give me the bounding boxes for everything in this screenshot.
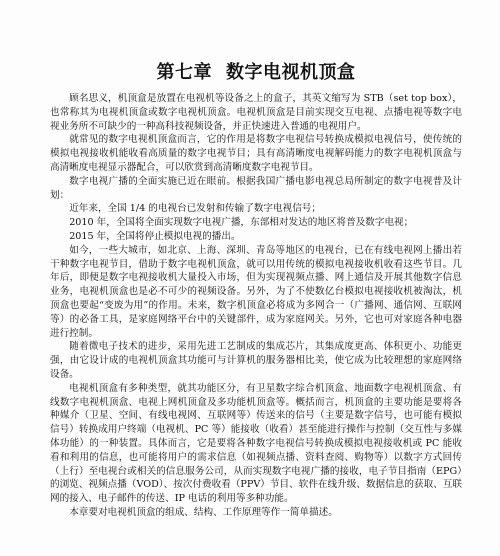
body-paragraph: 就常见的数字电视机顶盒而言，它的作用是将数字电视信号转换成模拟电视信号，使传统的模拟电视接收机能收看高质量的数字电视节目；具有高清晰度电视解码能力的数字电视机顶盒与高清晰度电视显示器配合，可以欣赏到高清晰度数字电视节目。 — [50, 134, 462, 173]
body-paragraph: 随着微电子技术的进步，采用先进工艺制成的集成芯片，其集成度更高、体积更小、功能更强，由它设计成的电视机顶盒其功能可与计算机的服务器相比美，使它成为比较理想的家庭网络设备。 — [50, 341, 462, 380]
body-paragraph: 本章要对电视机顶盒的组成、结构、工作原理等作一简单描述。 — [69, 506, 338, 518]
body-paragraph: 如今，一些大城市，如北京、上海、深圳、青岛等地区的电视台，已在有线电视网上播出若干种数字电视节目，借助于数字电视机顶盒，就可以用传统的模拟电视接收机收看这些节目。几年后，即便是数字电视接收机大量投入市场，但为实现视频点播、网上通信及开展其他数字信息业务，电视机顶盒也是必不可少的视频设备。另外，为了不使数亿台模拟电视接收机被淘汰，机顶盒也要起“变废为用”的作用。未来，数字机顶盒必将成为多网合一（广播网、通信网、互联网等）的必备工具，是家庭网络平台中的关键部件，成为家庭网关。另外，它也可对家庭各种电器进行控制。 — [50, 244, 462, 339]
chapter-heading — [50, 62, 462, 84]
body-paragraph: 近年来，全国 1/4 的电视台已发射和传输了数字电视信号； — [69, 203, 321, 215]
body-paragraph: 2010 年，全国将全面实现数字电视广播，东部相对发达的地区将普及数字电视； — [69, 217, 414, 229]
body-paragraph: 2015 年，全国将停止模拟电视的播出。 — [69, 230, 241, 242]
body-paragraph: 电视机顶盒有多种类型，就其功能区分，有卫星数字综合机顶盒、地面数字电视机顶盒、有线数字电视机顶盒、电视上网机顶盒及多功能机顶盒等。概括而言，机顶盒的主要功能是要将各种媒介（卫星、空间、有线电视网、互联网等）传送来的信号（主要是数字信号，也可能有模拟信号）转换成用户终端（电视机、PC 等）能接收（收看）甚至能进行操作与控制（交互性与多媒体功能）的一种装置。具体而言，它是要将各种数字电视信号转换成模拟电视接收机或 PC 能收看和利用的信息，也可能将用户的需求信息（如视频点播、资料查阅、购物等）以数字方式回传（上行）至电视台或相关的信息服务公司，从而实现数字电视广播的接收，电子节目指南（EPG）的浏览、视频点播（VOD）、按次付费收看（PPV）节目、软件在线升级、数据信息的获取、互联网的接入、电子邮件的传送、IP 电话的利用等多种功能。 — [50, 382, 462, 505]
body-paragraph: 数字电视广播的全面实施已近在眼前。根据我国广播电影电视总局所制定的数字电视普及计划： — [50, 175, 462, 201]
chapter-title: 数字电视机顶盒 — [226, 62, 356, 83]
chapter-label: 第七章 — [156, 62, 212, 83]
body-paragraph: 顾名思义，机顶盒是放置在电视机等设备之上的盒子，其英文缩写为 STB（set top box），也常称其为电视机顶盒或数字电视机顶盒。电视机顶盒是目前实现交互电视、点播电视等数字电视业务所不可缺少的一种高科技视频设备，并正快速进入普通的电视用户。 — [50, 93, 462, 132]
